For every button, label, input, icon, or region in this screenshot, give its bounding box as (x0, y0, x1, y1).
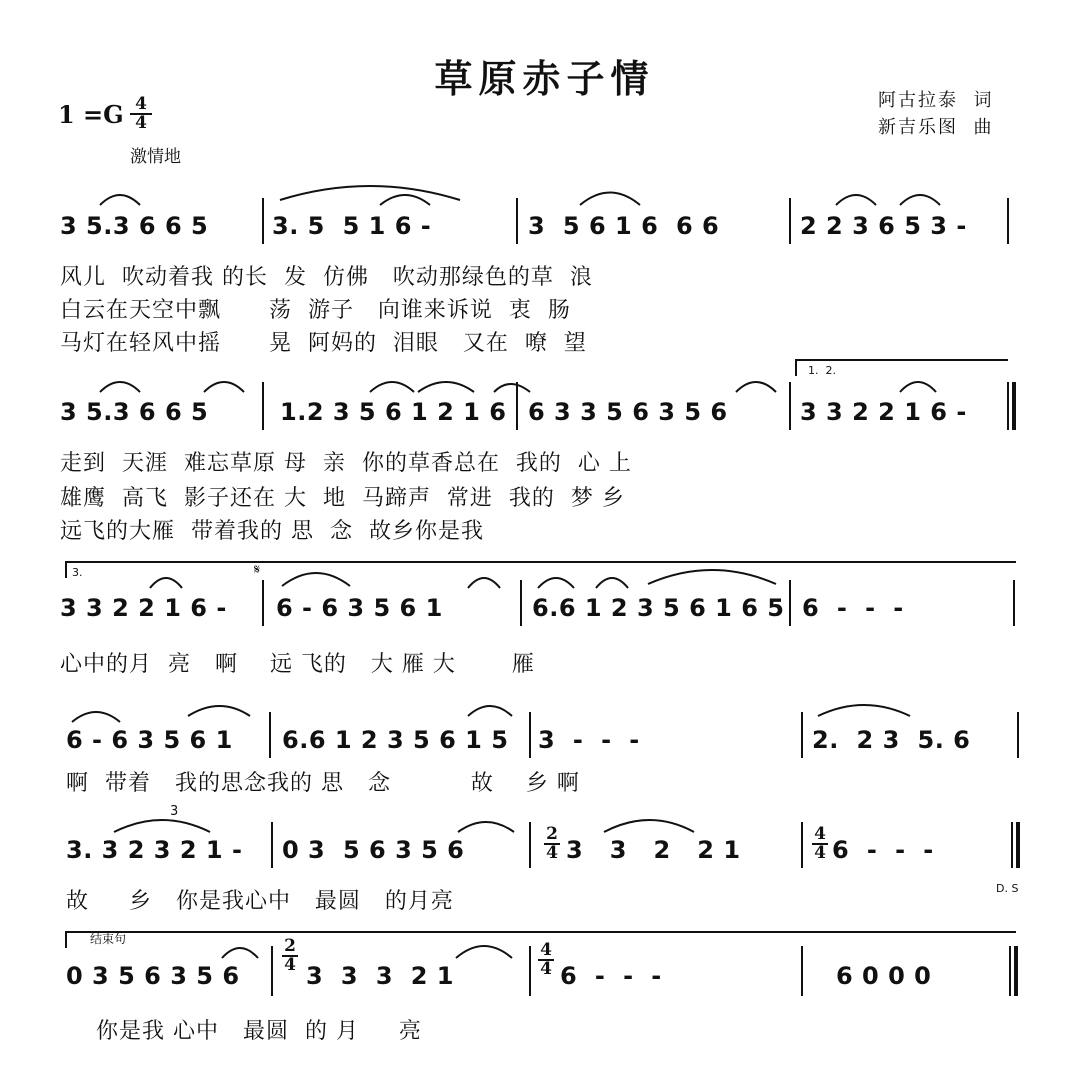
row2-bar3-notes: 6 3 3 5 6 3 5 6 (528, 398, 728, 426)
row5-bar3-notes: 3 3 2 2 1 (566, 836, 741, 864)
segno-sign: 𝄋 (254, 562, 261, 578)
row2-lyrics-verse2: 雄鹰 高飞 影子还在 大 地 马蹄声 常进 我的 梦 乡 (60, 486, 625, 511)
slur (282, 573, 350, 586)
tempo-marking: 激情地 (130, 147, 181, 167)
row6-lyrics: 你是我 心中 最圆 的 月 亮 (96, 1019, 422, 1044)
row5-bar1-notes: 3. 3 2 3 2 1 - (66, 836, 243, 864)
slur (222, 948, 258, 958)
slur (596, 578, 628, 588)
slur (72, 712, 120, 722)
slur (736, 382, 776, 392)
row5-bar4-notes: 6 - - - (832, 836, 934, 864)
time-change-denominator: 4 (544, 843, 560, 862)
time-change-denominator: 4 (282, 955, 298, 974)
row1-bar2-notes: 3. 5 5 1 6 - (272, 212, 432, 240)
time-change-numerator: 4 (540, 940, 552, 960)
row2-bar4-notes: 3 3 2 2 1 6 - (800, 398, 967, 426)
row2-lyrics-verse3: 远飞的大雁 带着我的 思 念 故乡你是我 (60, 519, 484, 544)
slur (380, 195, 430, 205)
row5-bar2-notes: 0 3 5 6 3 5 6 (282, 836, 465, 864)
row3-bar1-notes: 3 3 2 2 1 6 - (60, 594, 227, 622)
row1-lyrics-verse1: 风儿 吹动着我 的长 发 仿佛 吹动那绿色的草 浪 (60, 265, 593, 290)
volta-1-2-label: 1. 2. (808, 364, 836, 377)
row1-lyrics-verse2: 白云在天空中飘 荡 游子 向谁来诉说 衷 肠 (60, 298, 571, 323)
row3-bar4-notes: 6 - - - (802, 594, 904, 622)
time-sig-denominator: 4 (130, 113, 152, 132)
row1-lyrics-verse3: 马灯在轻风中摇 晃 阿妈的 泪眼 又在 嘹 望 (60, 331, 587, 356)
composer-credit: 新吉乐图 曲 (878, 117, 994, 138)
ending-bracket (66, 932, 1016, 948)
dal-segno-mark: D. S (996, 882, 1019, 895)
row4-bar4-notes: 2. 2 3 5. 6 (812, 726, 971, 754)
key-signature: 1 =G (58, 100, 124, 129)
slur (204, 382, 244, 392)
row5-lyrics: 故 乡 你是我心中 最圆 的月亮 (66, 889, 454, 914)
row6-bar2-notes: 3 3 3 2 1 (306, 962, 454, 990)
volta-bracket-1-2 (796, 360, 1008, 376)
slur (150, 578, 182, 588)
row3-bar2-notes: 6 - 6 3 5 6 1 (276, 594, 443, 622)
lyricist-credit: 阿古拉泰 词 (878, 90, 994, 111)
slur (494, 384, 530, 392)
slur (604, 820, 694, 832)
row6-bar3-notes: 6 - - - (560, 962, 662, 990)
slur (538, 578, 574, 588)
time-change-numerator: 2 (546, 824, 558, 844)
row1-bar1-notes: 3 5.3 6 6 5 (60, 212, 209, 240)
slur (458, 822, 514, 832)
slur (900, 195, 940, 205)
row2-bar2-notes: 1.2 3 5 6 1 2 1 6 (280, 398, 507, 426)
row1-bar4-notes: 2 2 3 6 5 3 - (800, 212, 967, 240)
slur (468, 706, 512, 716)
slur (456, 946, 512, 958)
volta-3-label: 3. (72, 566, 83, 579)
ending-label: 结束句 (90, 932, 127, 946)
row4-lyrics: 啊 带着 我的思念我的 思 念 故 乡 啊 (66, 771, 580, 796)
row1-bar3-notes: 3 5 6 1 6 6 6 (528, 212, 720, 240)
time-change-denominator: 4 (812, 843, 828, 862)
slur (468, 578, 500, 588)
slur (418, 382, 474, 392)
row4-bar2-notes: 6.6 1 2 3 5 6 1 5 (282, 726, 509, 754)
row6-bar4-notes: 6 0 0 0 (836, 962, 932, 990)
slur (114, 820, 210, 832)
slur (100, 195, 140, 205)
slur (580, 193, 640, 206)
slur (188, 706, 250, 716)
slur (818, 705, 910, 716)
time-change-denominator: 4 (538, 959, 554, 978)
time-sig-numerator: 4 (135, 94, 147, 114)
slur (100, 382, 140, 392)
time-change-numerator: 2 (284, 936, 296, 956)
slur (900, 382, 936, 392)
volta-bracket-3 (66, 562, 1016, 578)
slur (836, 195, 876, 205)
song-title: 草原赤子情 (434, 56, 655, 101)
row6-bar1-notes: 0 3 5 6 3 5 6 (66, 962, 240, 990)
row4-bar3-notes: 3 - - - (538, 726, 640, 754)
row4-bar1-notes: 6 - 6 3 5 6 1 (66, 726, 233, 754)
triplet-mark: 3 (170, 804, 179, 819)
row2-lyrics-verse1: 走到 天涯 难忘草原 母 亲 你的草香总在 我的 心 上 (60, 451, 632, 476)
slur (280, 186, 460, 200)
row2-bar1-notes: 3 5.3 6 6 5 (60, 398, 209, 426)
row3-lyrics: 心中的月 亮 啊 远 飞的 大 雁 大 雁 (60, 652, 535, 677)
time-change-numerator: 4 (814, 824, 826, 844)
slur (648, 570, 776, 584)
row3-bar3-notes: 6.6 1 2 3 5 6 1 6 5 (532, 594, 785, 622)
slur (370, 382, 414, 392)
